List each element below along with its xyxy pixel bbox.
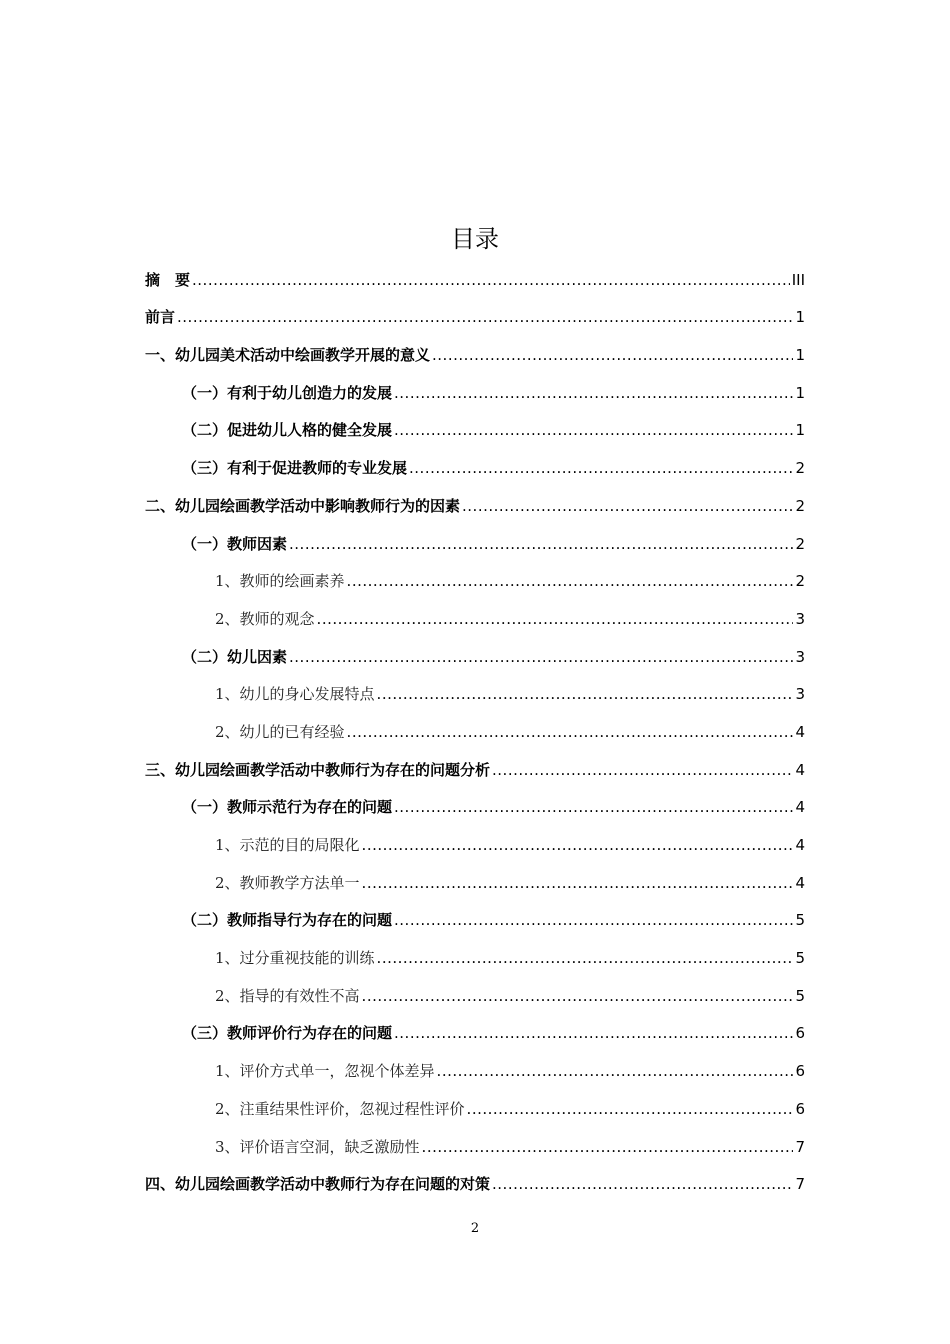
toc-entry-title: 2、注重结果性评价，忽视过程性评价	[215, 1099, 465, 1118]
table-of-contents	[145, 260, 805, 1202]
toc-entry[interactable]	[145, 411, 805, 449]
toc-entry-page: 4	[795, 836, 805, 854]
toc-entry[interactable]	[145, 901, 805, 939]
toc-dot-leader	[289, 534, 793, 554]
toc-dot-leader	[192, 270, 790, 290]
toc-entry[interactable]	[145, 1051, 805, 1089]
toc-entry-page: 4	[795, 873, 805, 892]
toc-entry[interactable]	[145, 1127, 805, 1165]
toc-entry[interactable]	[145, 335, 805, 373]
toc-dot-leader	[394, 910, 793, 930]
toc-dot-leader	[347, 722, 794, 742]
toc-entry-page: 4	[795, 798, 805, 817]
toc-entry-title: （三）教师评价行为存在的问题	[182, 1024, 393, 1043]
toc-entry-title: 1、示范的目的局限化	[215, 836, 360, 854]
page-title: 目录	[451, 225, 499, 253]
toc-entry-title: 三、幼儿园绘画教学活动中教师行为存在的问题分析	[145, 760, 491, 779]
toc-entry[interactable]	[145, 260, 805, 298]
toc-entry-title: 2、教师教学方法单一	[215, 873, 360, 892]
toc-dot-leader	[432, 345, 793, 365]
toc-dot-leader	[394, 420, 793, 440]
toc-entry[interactable]	[145, 938, 805, 976]
toc-entry[interactable]	[145, 524, 805, 562]
toc-entry-title: 一、幼儿园美术活动中绘画教学开展的意义	[145, 346, 431, 365]
toc-dot-leader	[492, 1174, 793, 1194]
toc-entry-title: （一）教师因素	[182, 534, 288, 553]
toc-entry-title: （二）幼儿因素	[182, 647, 288, 666]
toc-dot-leader	[422, 1137, 794, 1157]
toc-entry-title: 前言	[145, 308, 176, 327]
toc-entry[interactable]	[145, 1014, 805, 1052]
toc-entry[interactable]	[145, 976, 805, 1014]
toc-dot-leader	[437, 1061, 794, 1081]
toc-entry[interactable]	[145, 373, 805, 411]
toc-entry-page: 1	[795, 383, 805, 402]
toc-entry-page: 3	[795, 647, 805, 666]
toc-entry-title: （一）有利于幼儿创造力的发展	[182, 383, 393, 402]
toc-entry-page: 1	[795, 308, 805, 327]
toc-entry-page: 6	[795, 1099, 805, 1118]
page-number: 2	[470, 1221, 480, 1236]
toc-entry-title: 2、指导的有效性不高	[215, 986, 360, 1005]
toc-dot-leader	[409, 458, 793, 478]
toc-entry-title: 1、评价方式单一，忽视个体差异	[215, 1062, 435, 1081]
toc-entry-page: 2	[795, 459, 805, 478]
toc-entry[interactable]	[145, 675, 805, 713]
toc-entry-page: III	[791, 270, 805, 289]
toc-dot-leader	[177, 307, 793, 327]
toc-dot-leader	[377, 948, 794, 968]
toc-dot-leader	[467, 1099, 794, 1119]
toc-dot-leader	[289, 647, 793, 667]
toc-entry[interactable]	[145, 1165, 805, 1203]
toc-entry-title: 2、幼儿的已有经验	[215, 722, 345, 741]
toc-entry[interactable]	[145, 1089, 805, 1127]
toc-entry-page: 6	[795, 1062, 805, 1081]
toc-dot-leader	[462, 496, 793, 516]
toc-entry-title: 1、过分重视技能的训练	[215, 949, 375, 968]
toc-dot-leader	[317, 609, 794, 629]
toc-dot-leader	[347, 571, 794, 591]
toc-entry[interactable]	[145, 599, 805, 637]
toc-entry-page: 7	[795, 1137, 805, 1156]
toc-dot-leader	[394, 797, 793, 817]
toc-entry-page: 2	[795, 534, 805, 553]
toc-entry-title: （二）教师指导行为存在的问题	[182, 911, 393, 930]
toc-dot-leader	[394, 1023, 793, 1043]
toc-dot-leader	[377, 684, 794, 704]
toc-entry-page: 2	[795, 572, 805, 591]
toc-entry[interactable]	[145, 486, 805, 524]
toc-entry-page: 1	[795, 346, 805, 365]
toc-entry[interactable]	[145, 788, 805, 826]
toc-entry-page: 4	[795, 722, 805, 741]
toc-entry-page: 5	[795, 949, 805, 968]
toc-entry[interactable]	[145, 562, 805, 600]
toc-entry-page: 7	[795, 1175, 805, 1194]
toc-entry-page: 6	[795, 1024, 805, 1043]
toc-entry-page: 3	[795, 685, 805, 704]
toc-entry[interactable]	[145, 712, 805, 750]
toc-entry[interactable]	[145, 750, 805, 788]
toc-entry-title: 摘 要	[145, 270, 191, 289]
toc-entry-title: （一）教师示范行为存在的问题	[182, 798, 393, 817]
toc-entry-page: 4	[795, 760, 805, 779]
toc-entry-page: 5	[795, 911, 805, 930]
toc-entry[interactable]	[145, 298, 805, 336]
toc-entry[interactable]	[145, 637, 805, 675]
toc-dot-leader	[492, 760, 793, 780]
toc-dot-leader	[394, 383, 793, 403]
toc-entry-page: 1	[795, 421, 805, 440]
toc-entry-title: （二）促进幼儿人格的健全发展	[182, 421, 393, 440]
toc-entry-title: 1、教师的绘画素养	[215, 572, 345, 591]
toc-entry-page: 2	[795, 496, 805, 515]
toc-entry-title: 3、评价语言空洞，缺乏激励性	[215, 1137, 420, 1156]
toc-entry-page: 3	[795, 609, 805, 628]
toc-entry[interactable]	[145, 863, 805, 901]
toc-entry-page: 5	[795, 986, 805, 1005]
toc-entry-title: 四、幼儿园绘画教学活动中教师行为存在问题的对策	[145, 1175, 491, 1194]
toc-entry-title: （三）有利于促进教师的专业发展	[182, 459, 408, 478]
toc-entry-title: 二、幼儿园绘画教学活动中影响教师行为的因素	[145, 496, 461, 515]
toc-dot-leader	[362, 986, 794, 1006]
toc-entry[interactable]	[145, 448, 805, 486]
toc-entry-title: 2、教师的观念	[215, 609, 315, 628]
toc-entry-title: 1、幼儿的身心发展特点	[215, 685, 375, 704]
toc-entry[interactable]	[145, 825, 805, 863]
toc-dot-leader	[362, 835, 794, 855]
toc-dot-leader	[362, 873, 794, 893]
